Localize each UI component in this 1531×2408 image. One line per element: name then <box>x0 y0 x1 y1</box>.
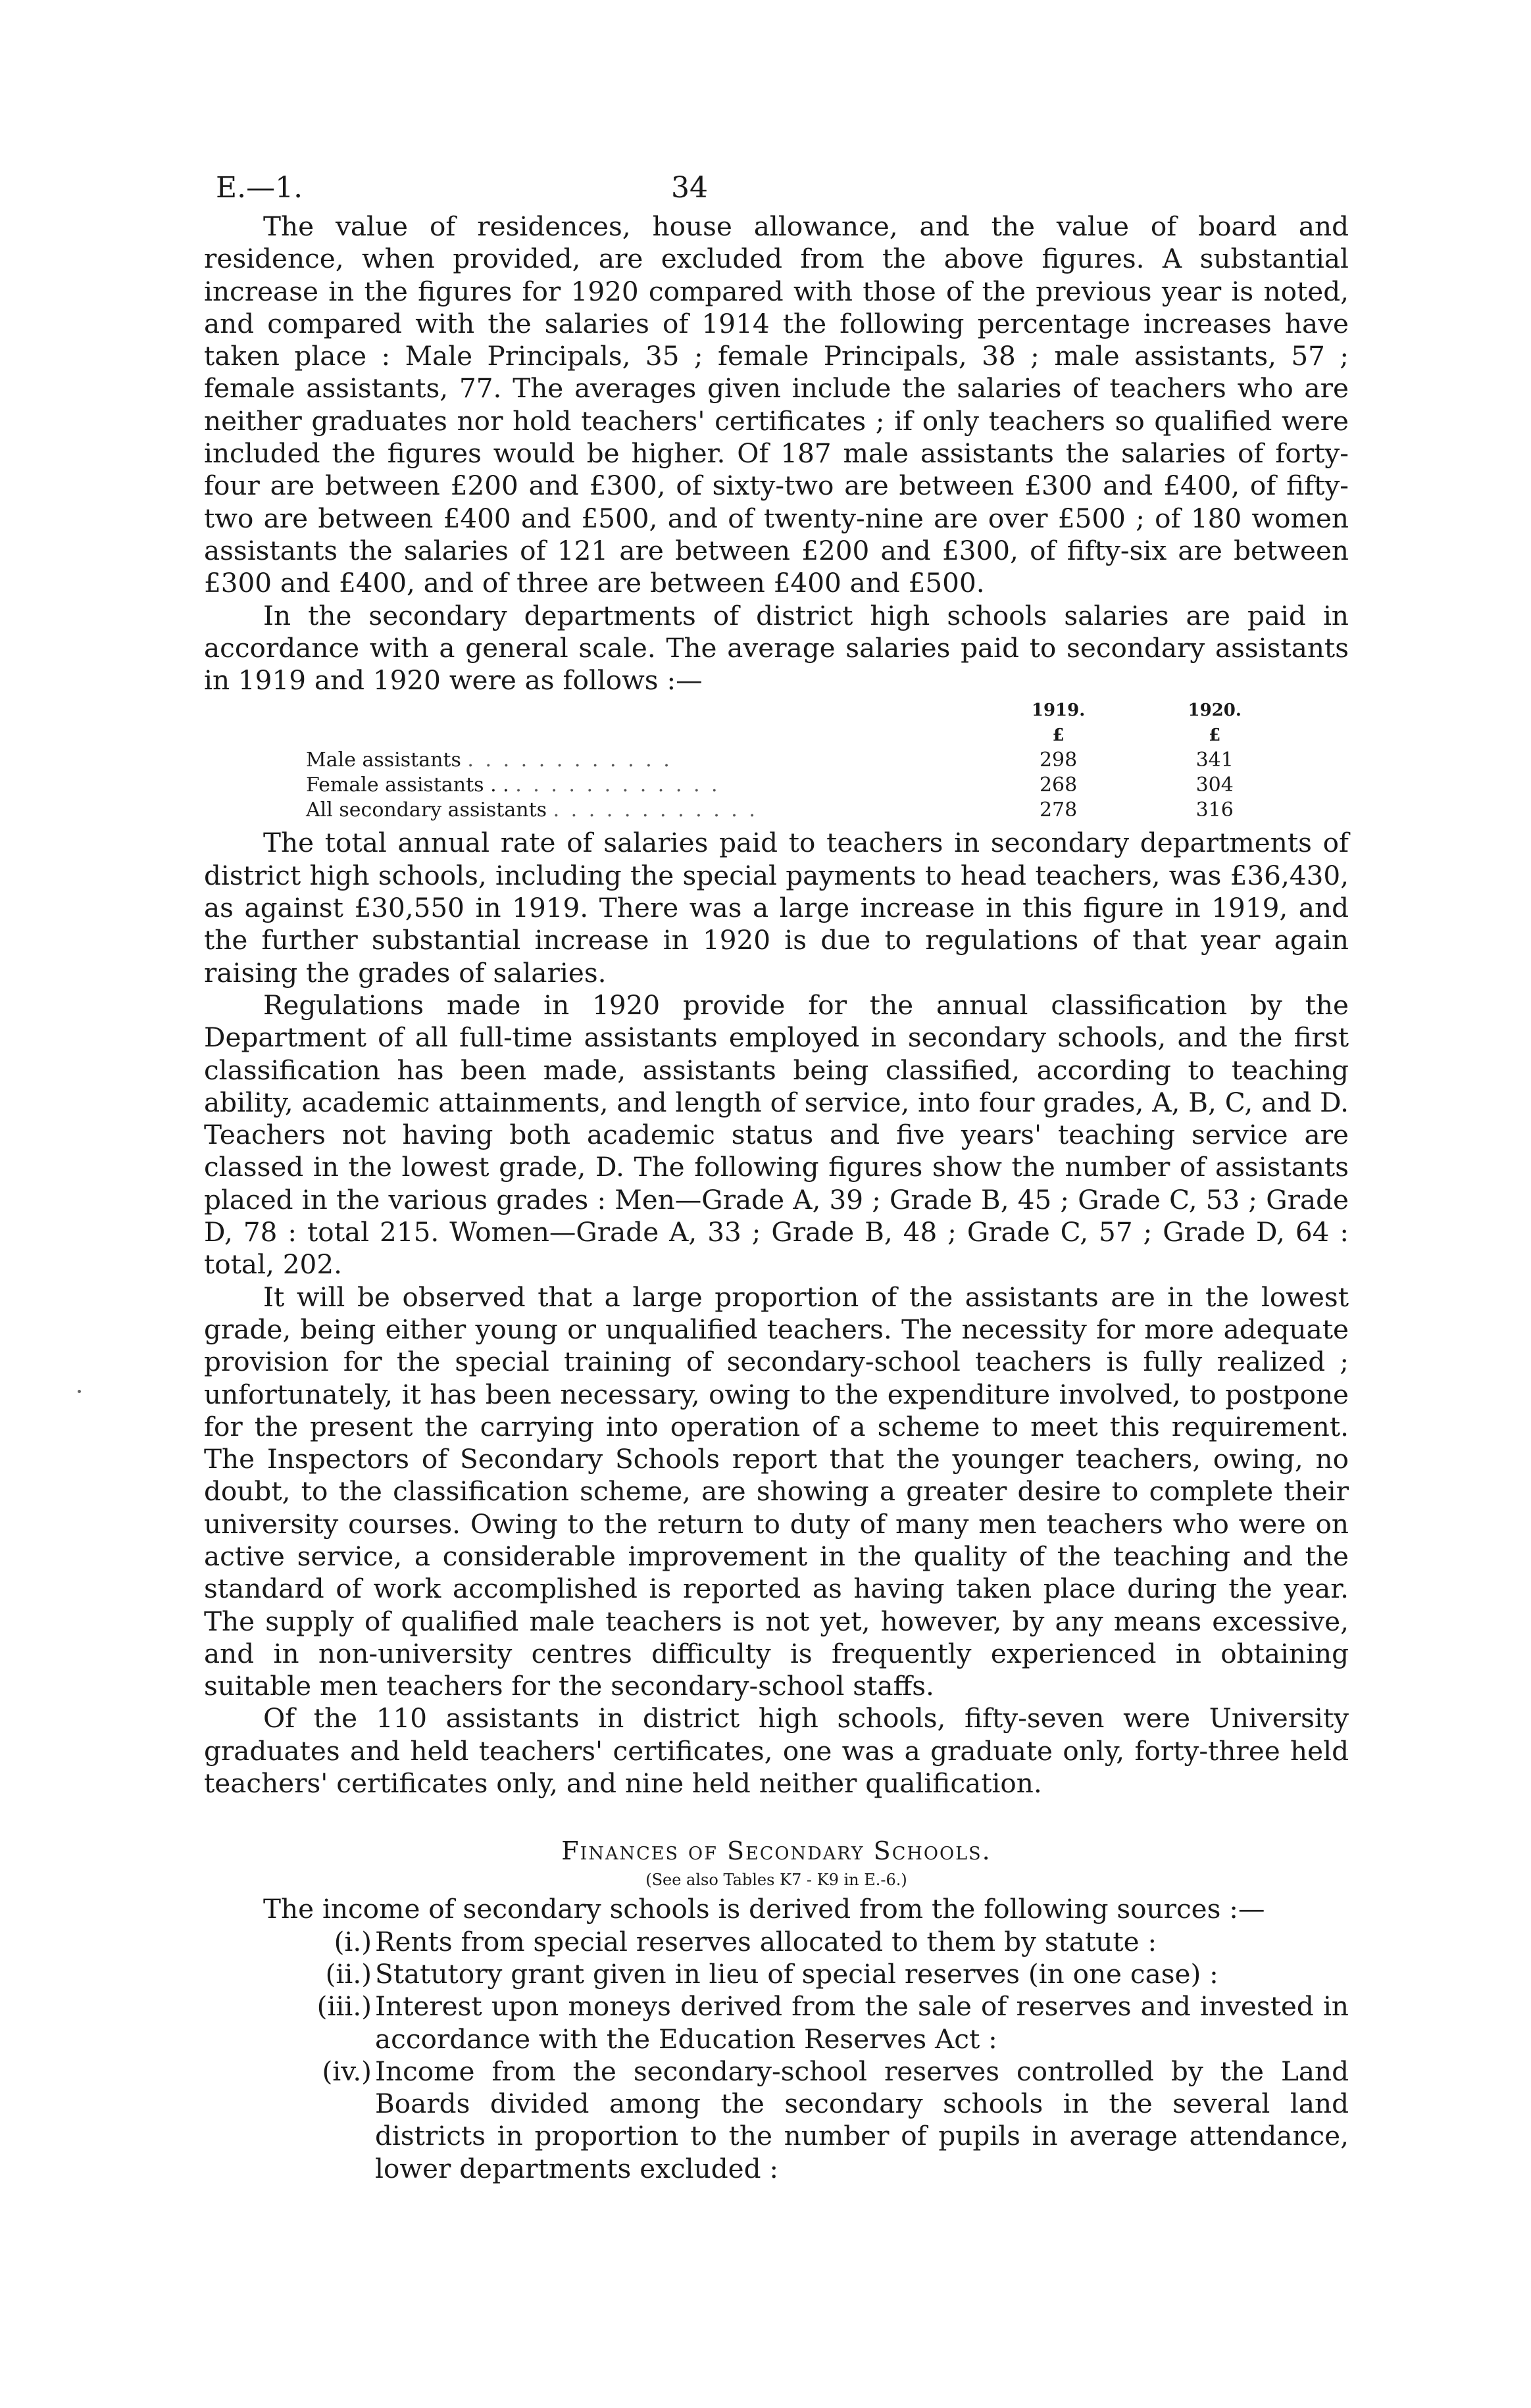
col-1920: 1920. <box>1188 700 1242 721</box>
leader-dots: . . . . . . . . . . . . <box>467 749 672 772</box>
salary-table <box>306 698 1293 823</box>
section-subheading: (See also Tables K7 - K9 in E.-6.) <box>645 1871 907 1890</box>
list-numeral: (iii.) <box>316 1990 372 2023</box>
list-text: Interest upon moneys derived from the sale of reserves and invested in accordance with the Education Reserves Act : <box>375 1990 1349 2055</box>
col-1919: 1919. <box>1031 700 1086 721</box>
list-numeral: (iv.) <box>322 2055 372 2087</box>
paragraph-assistants-qualifications: Of the 110 assistants in district high schools, fifty-seven were University graduates and held teachers' certificates, one was a graduate only, forty-three held teachers' certificates only, and nine held neither qualification. <box>204 1702 1349 1800</box>
list-item <box>334 1925 1349 1958</box>
list-text: Income from the secondary-school reserves controlled by the Land Boards divided among the secondary schools in the several land districts in proportion to the number of pupils in average attendance, lower departments excluded : <box>375 2055 1349 2184</box>
page-header <box>204 164 1349 210</box>
table-row <box>306 773 1293 798</box>
unit-1920: £ <box>1209 725 1221 746</box>
paragraph-district-high-schools: In the secondary departments of district high schools salaries are paid in accordance with a general scale. The average salaries paid to secondary assistants in 1919 and 1920 were as follows :— <box>204 599 1349 697</box>
paragraph-income-intro: The income of secondary schools is derived from the following sources :— <box>263 1893 1265 1925</box>
list-numeral: (i.) <box>334 1925 372 1957</box>
value-1919: 278 <box>1039 799 1078 822</box>
list-item <box>325 1957 1349 1990</box>
paragraph-salaries-residences: The value of residences, house allowance, and the value of board and residence, when provided, are excluded from the above figures. A substantial increase in the figures for 1920 compared with those of the previous year is noted, and compared with the salaries of 1914 the following percentage increases have taken place : Male Principals, 35 ; female Principals, 38 ; male assistants, 57 ; female assistants, 77. The averages given include the salaries of teachers who are neither graduates nor hold teachers' certificates ; if only teachers so qualified were included the figures would be higher. Of 187 male assistants the salaries of forty-four are between £200 and £300, of sixty-two are between £300 and £400, of fifty-two are between £400 and £500, and of twenty-nine are over £500 ; of 180 women assistants the salaries of 121 are between £200 and £300, of fifty-six are between £300 and £400, and of three are between £400 and £500. <box>204 210 1349 599</box>
list-text: Rents from special reserves allocated to them by statute : <box>375 1925 1157 1957</box>
row-label: Female assistants . . <box>306 774 509 797</box>
section-heading: Finances of Secondary Schools. <box>561 1836 991 1866</box>
income-sources-list <box>316 1925 1349 2185</box>
margin-mark <box>78 1390 81 1393</box>
table-row <box>306 748 1293 773</box>
paragraph-classification: Regulations made in 1920 provide for the annual classification by the Department of all full-time assistants employed in secondary schools, and the first classification has been made, assistants being classified, according to teaching ability, academic attainments, and length of service, into four grades, A, B, C, and D. Teachers not having both academic status and five years' teaching service are classed in the lowest grade, D. The following figures show the number of assistants placed in the various grades : Men—Grade A, 39 ; Grade B, 45 ; Grade C, 53 ; Grade D, 78 : total 215. Women—Grade A, 33 ; Grade B, 48 ; Grade C, 57 ; Grade D, 64 : total, 202. <box>204 989 1349 1281</box>
salary-table-units <box>306 723 1293 748</box>
list-item <box>316 1990 1349 2055</box>
list-text: Statutory grant given in lieu of special reserves (in one case) : <box>375 1957 1218 1990</box>
value-1920: 341 <box>1195 749 1234 772</box>
paragraph-total-salaries: The total annual rate of salaries paid to teachers in secondary departments of district high schools, including the special payments to head teachers, was £36,430, as against £30,550 in 1919. There was a large increase in this figure in 1919, and the further substantial increase in 1920 is due to regulations of that year again raising the grades of salaries. <box>204 827 1349 989</box>
row-label: Male assistants <box>306 749 461 772</box>
unit-1919: £ <box>1052 725 1065 746</box>
row-label: All secondary assistants <box>306 799 547 822</box>
table-row <box>306 798 1293 823</box>
document-page <box>204 164 1349 2185</box>
salary-table-header <box>306 698 1293 723</box>
list-item <box>322 2055 1349 2185</box>
leader-dots: . . . . . . . . . . . . <box>553 799 758 822</box>
list-numeral: (ii.) <box>325 1957 372 1990</box>
report-reference: E.—1. <box>216 171 303 205</box>
page-number: 34 <box>671 171 708 205</box>
paragraph-lowest-grade: It will be observed that a large proportion of the assistants are in the lowest grade, being either young or unqualified teachers. The necessity for more adequate provision for the special training of secondary-school teachers is fully realized ; unfortunately, it has been necessary, owing to the expenditure involved, to postpone for the present the carrying into operation of a scheme to meet this requirement. The Inspectors of Secondary Schools report that the younger teachers, owing, no doubt, to the classification scheme, are showing a greater desire to complete their university courses. Owing to the return to duty of many men teachers who were on active service, a considerable improvement in the quality of the teaching and the standard of work accomplished is reported as having taken place during the year. The supply of qualified male teachers is not yet, however, by any means excessive, and in non-university centres difficulty is frequently experienced in obtaining suitable men teachers for the secondary-school staffs. <box>204 1281 1349 1702</box>
value-1920: 304 <box>1195 774 1234 797</box>
value-1919: 298 <box>1039 749 1078 772</box>
value-1920: 316 <box>1195 799 1234 822</box>
value-1919: 268 <box>1039 774 1078 797</box>
leader-dots: . . . . . . . . . . . . <box>515 774 720 797</box>
